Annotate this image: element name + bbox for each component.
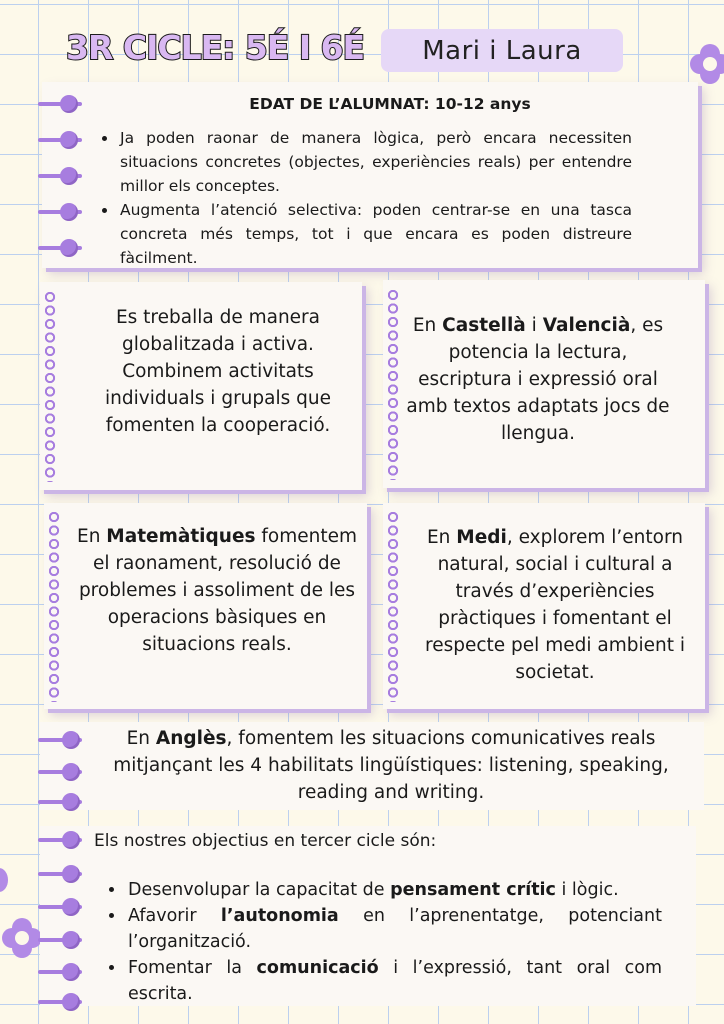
subject-matematiques: Matemàtiques (106, 526, 256, 547)
ring-binder-icon (49, 512, 61, 702)
age-bullet-list (98, 126, 632, 270)
subject-valencia: Valencià (542, 315, 631, 336)
subject-medi: Medi (456, 527, 507, 548)
objectives-list (106, 877, 662, 1007)
page-title: 3R CICLE: 5É I 6É (66, 28, 365, 67)
ring-binder-icon (388, 512, 400, 702)
flower-icon (0, 868, 8, 892)
list-item: • Afavorir l’autonomia en l’aprenentatge, potenciant l’organització. (126, 903, 662, 955)
objectives-intro: Els nostres objectius en tercer cicle són: (94, 831, 437, 851)
age-heading: EDAT DE L’ALUMNAT: 10-12 anys (249, 95, 531, 113)
flower-icon (2, 918, 42, 958)
card-english-text: En Anglès, fomentem les situacions comunicatives reals mitjançant les 4 habilitats lingüístiques: listening, speaking, reading and writing. (113, 728, 669, 803)
card-global-text: Es treballa de manera globalitzada i activa. Combinem activitats individuals i grupals que fomenten la cooperació. (105, 307, 331, 436)
list-item: • Fomentar la comunicació i l’expressió, tant oral com escrita. (126, 955, 662, 1007)
subject-castella: Castellà (442, 315, 526, 336)
list-item: • Ja poden raonar de manera lògica, però encara necessiten situacions concretes (objectes, experiències reals) per entendre millor els conceptes. (118, 126, 632, 198)
card-medi-text: En Medi, explorem l’entorn natural, social i cultural a través d’experiències pràctiques i fomentant el respecte pel medi ambient i societat. (425, 527, 685, 683)
list-item: • Augmenta l’atenció selectiva: poden centrar-se en una tasca concreta més temps, tot i que encara es poden distreure fàcilment. (118, 198, 632, 270)
flower-icon (690, 44, 724, 84)
card-math-text: En Matemàtiques fomentem el raonament, resolució de problemes i assoliment de les operacions bàsiques en situacions reals. (77, 526, 357, 655)
card-languages-text: En Castellà i Valencià, es potencia la lectura, escriptura i expressió oral amb textos adaptats jocs de llengua. (406, 315, 670, 444)
ring-binder-icon (388, 290, 400, 480)
ring-binder-icon (45, 292, 57, 482)
list-item: • Desenvolupar la capacitat de pensament crític i lògic. (126, 877, 662, 903)
subject-angles: Anglès (155, 728, 227, 749)
authors-badge: Mari i Laura (381, 29, 623, 72)
